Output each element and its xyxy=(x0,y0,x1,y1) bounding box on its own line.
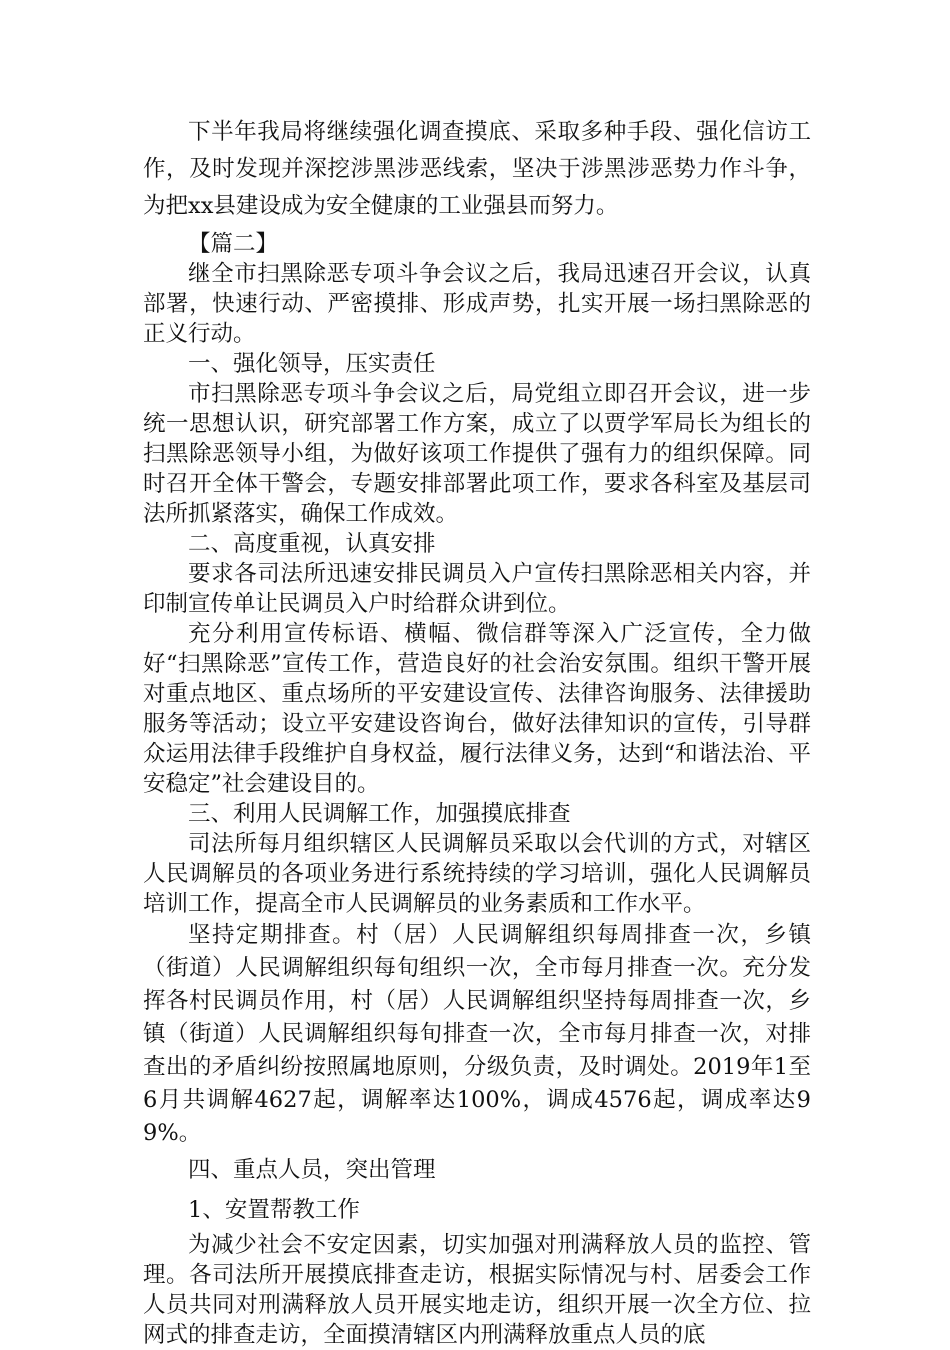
paragraph-resettlement: 为减少社会不安定因素，切实加强对刑满释放人员的监控、管理。各司法所开展摸底排查走访，根据实际情况与村、居委会工作人员共同对刑满释放人员开展实地走访，组织开展一次全方位、拉网式的排查走访，全面摸清辖区内刑满释放重点人员的底 xyxy=(143,1232,811,1348)
document-page xyxy=(143,114,811,1350)
heading-four: 四、重点人员，突出管理 xyxy=(188,1157,436,1183)
paragraph-intro: 下半年我局将继续强化调查摸底、采取多种手段、强化信访工作，及时发现并深挖涉黑涉恶线索，坚决于涉黑涉恶势力作斗争，为把xx县建设成为安全健康的工业强县而努力。 xyxy=(143,119,811,219)
paragraph-publicity-campaign: 充分利用宣传标语、横幅、微信群等深入广泛宣传，全力做好“扫黑除恶”宣传工作，营造良好的社会治安氛围。组织干警开展对重点地区、重点场所的平安建设宣传、法律咨询服务、法律援助服务等活动；设立平安建设咨询台，做好法律知识的宣传，引导群众运用法律手段维护自身权益，履行法律义务，达到“和谐法治、平安稳定”社会建设目的。 xyxy=(143,621,811,797)
heading-two: 二、高度重视，认真安排 xyxy=(188,531,436,557)
paragraph-leadership: 市扫黑除恶专项斗争会议之后，局党组立即召开会议，进一步统一思想认识，研究部署工作方案，成立了以贾学军局长为组长的扫黑除恶领导小组，为做好该项工作提供了强有力的组织保障。同时召开全体干警会，专题安排部署此项工作，要求各科室及基层司法所抓紧落实，确保工作成效。 xyxy=(143,381,811,527)
heading-three: 三、利用人民调解工作，加强摸底排查 xyxy=(188,801,571,827)
paragraph-regular-inspection: 坚持定期排查。村（居）人民调解组织每周排查一次，乡镇（街道）人民调解组织每旬组织一次，全市每月排查一次。充分发挥各村民调员作用，村（居）人民调解组织坚持每周排查一次，乡镇（街道）人民调解组织每旬排查一次，全市每月排查一次，对排查出的矛盾纠纷按照属地原则，分级负责，及时调处。2019年1至6月共调解4627起，调解率达100%，调成4576起，调成率达99%。 xyxy=(143,922,811,1146)
subheading-resettlement: 1、安置帮教工作 xyxy=(188,1197,360,1223)
paragraph-training: 司法所每月组织辖区人民调解员采取以会代训的方式，对辖区人民调解员的各项业务进行系统持续的学习培训，强化人民调解员培训工作，提高全市人民调解员的业务素质和工作水平。 xyxy=(143,831,811,917)
heading-one: 一、强化领导，压实责任 xyxy=(188,351,436,377)
section-title-part-two: 【篇二】 xyxy=(188,231,279,257)
paragraph-opening: 继全市扫黑除恶专项斗争会议之后，我局迅速召开会议，认真部署，快速行动、严密摸排、形成声势，扎实开展一场扫黑除恶的正义行动。 xyxy=(143,261,811,347)
paragraph-publicity-staff: 要求各司法所迅速安排民调员入户宣传扫黑除恶相关内容，并印制宣传单让民调员入户时给群众讲到位。 xyxy=(143,561,811,617)
